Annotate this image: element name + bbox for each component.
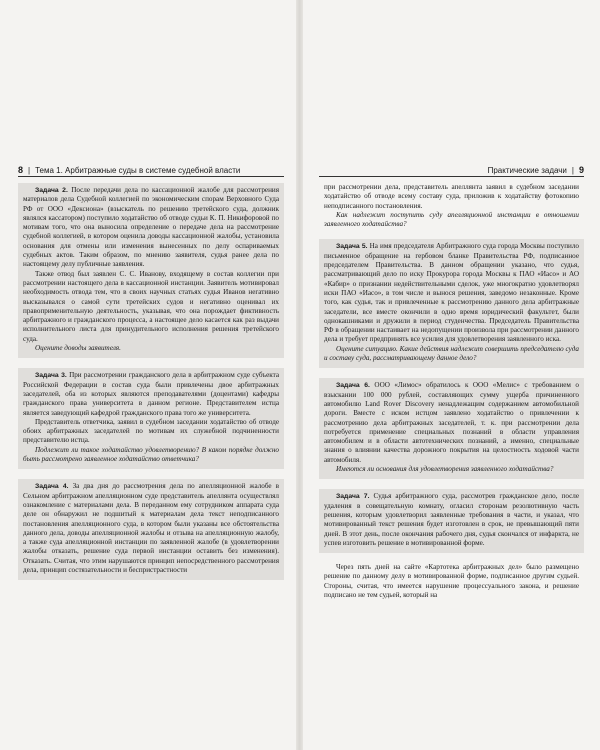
right-page xyxy=(303,0,600,750)
task-3-text-1: При рассмотрении гражданского дела в арбитражном суде субъекта Российской Федерации в состав суда были привлечены двое арбитражных заседателей, оба из которых являются преподавателями (доцентами) кафедры гражданского права университета в данном регионе. Представителем истца является заведующий кафедрой гражданского права того же университета. xyxy=(23,371,279,417)
task-6-paragraph-1 xyxy=(324,381,579,465)
book-spine xyxy=(296,0,303,750)
task-7-block xyxy=(319,489,584,553)
task-4-paragraph-1 xyxy=(23,482,279,575)
task-7-continuation xyxy=(319,563,584,600)
left-header-title: Тема 1. Арбитражные суды в системе судебной власти xyxy=(35,165,241,175)
task-4-continuation-text: при рассмотрении дела, представитель апеллянта заявил в судебном заседании ходатайство об отводе всему составу суда, приложив к ходатайству фотокопию неподписанного постановления. xyxy=(324,183,579,210)
task-2-paragraph-2: Также отвод был заявлен С. С. Иванову, входящему в состав коллегии при рассмотрении настоящего дела в кассационной инстанции. Заявитель мотивировал необходимость отвода тем, что в своих научных статьях судья Иванов негативно высказывался о самой сути третейских судов и негативно оценивал их правоприменительную деятельность, указывая, что она порождает фиктивность арбитражного и гражданского процесса, а настоящее дело касается как раз выдачи исполнительного листа для принудительного исполнения решения третейского суда. xyxy=(23,269,279,343)
left-page-number: 8 xyxy=(18,165,24,175)
right-page-header xyxy=(319,164,584,177)
task-5-text-1: На имя председателя Арбитражного суда города Москвы поступило письменное обращение на гербовом бланке Правительства РФ, подписанное председателем Правительства. В данном обращении указано, что судья, рассматривающий дело по иску Прокурора города Москвы к ПАО «Иасо» и АО «Кабир» о признании недействительными сделок, уже многократно удовлетворял иски ПАО «Иасо», в том числе и вынося решения, заведомо незаконные. Кроме того, как судья, так и привлеченные к рассмотрению данного дела арбитражные заседатели, все вместе окончили в одно время юридический факультет, были однокашниками и дружили в период студенчества. Председатель Правительства РФ в обращении настаивает на недопущении произвола при рассмотрении данного дела и требует предпринять все усилия для удовлетворения заявленного иска. xyxy=(324,242,579,344)
task-6-question: Имеются ли основания для удовлетворения заявленного ходатайства? xyxy=(336,465,554,474)
task-4-text-1: За два дня до рассмотрения дела по апелляционной жалобе в Сельном арбитражном апелляционном суде представитель апеллянта осуществлял ознакомление с материалами дела. В переданном ему сотрудником аппарата суда деле он обнаружил не подшитый к материалам дела текст неподписанного постановления апелляционного суда, в котором были указаны все обстоятельства данного дела, доводы апелляционной жалобы и отзыва на апелляционную жалобу, а также суда апелляционной инстанции по заявленной жалобе (в удовлетворении жалобы отказать, решение суда первой инстанции оставить без изменения). Отказать. Считая, что этим нарушаются принцип непосредственного рассмотрения дела, принцип состязательности и беспристрастности xyxy=(23,482,279,574)
task-5-label: Задача 5. xyxy=(336,243,368,251)
task-3-paragraph-1 xyxy=(23,371,279,417)
task-4-label: Задача 4. xyxy=(35,483,69,491)
right-page-number: 9 xyxy=(578,165,584,175)
header-separator: | xyxy=(28,165,31,175)
task-3-label: Задача 3. xyxy=(35,372,67,380)
task-6-label: Задача 6. xyxy=(336,382,370,390)
task-4-question: Как надлежит поступить суду апелляционной инстанции в отношении заявленного ходатайства? xyxy=(324,210,579,229)
task-2-question: Оцените доводы заявителя. xyxy=(35,344,121,353)
task-3-question: Подлежит ли такое ходатайство удовлетворению? В каком порядке должно быть рассмотрено заявленное ходатайство ответчика? xyxy=(23,445,279,464)
task-4-block xyxy=(18,479,284,580)
task-6-text-1: ООО «Лимос» обратилось к ООО «Мелис» с требованием о взыскании 100 000 рублей, составляющих сумму ущерба причиненного автомобилю Land Rover Discovery ненадлежащим содержанием автомобильной дороги. Вместе с иском истцом заявлено ходатайство о привлечении к рассмотрению дела арбитражных заседателей, т. к. при рассмотрении дела потребуется применение специальных познаний в области управления автомобилем и в области автотехнических познаний, а именно, специальные знания о влиянии качества дорожного покрытия на целостность ходовой части автомобиля. xyxy=(324,381,579,464)
left-page xyxy=(0,0,297,750)
right-header-title: Практические задачи xyxy=(487,165,567,175)
task-7-label: Задача 7. xyxy=(336,493,370,501)
task-7-text-1: Судья арбитражного суда, рассмотрев гражданское дело, после удаления в совещательную комнату, огласил сторонам резолютивную часть решения, которым удовлетворил заявленные требования в части, и указал, что мотивированный текст решения будет изготовлен в срок, не превышающий пяти дней. В этот день, после окончания рабочего дня, судья скончался от инфаркта, не успев изготовить решение в мотивированной форме. xyxy=(324,492,579,547)
task-2-label: Задача 2. xyxy=(35,187,68,194)
task-5-question: Оцените ситуацию. Какие действия надлежит совершить председателю суда и составу суда, рассматривающему данное дело? xyxy=(324,344,579,363)
task-5-paragraph-1 xyxy=(324,242,579,344)
header-separator: | xyxy=(571,165,574,175)
task-2-text-1: После передачи дела по кассационной жалобе для рассмотрения материалов дела Судебной коллегией по экономическим спорам Верховного Суда РФ от ООО «Дексиона» (взыскатель по решению третейского суда, должник являлся кассатором) поступило ходатайство об отводе судьи К. П. Никифоровой по мотивам того, что она выносила определение о передаче дела на рассмотрение судебной коллегией, в котором оценила доводы кассационной жалобы, установила основания для отмены или изменения вынесенных по делу оспариваемых судебных актов. Таким образом, по мнению заявителя, судья ранее дела по настоящему делу публичные заявления. xyxy=(23,186,279,269)
task-7-paragraph-2: Через пять дней на сайте «Картотека арбитражных дел» было размещено решение по данному делу в мотивированной форме, подписанное другим судьей. Стороны, считая, что имеется нарушение процессуального закона, и решение подписано не тем судьей, который на xyxy=(324,563,579,599)
task-6-block xyxy=(319,378,584,479)
task-2-paragraph-1 xyxy=(23,186,279,270)
task-4-continuation xyxy=(319,183,584,229)
task-5-block xyxy=(319,239,584,368)
task-7-paragraph-1 xyxy=(324,492,579,548)
task-3-paragraph-2: Представитель ответчика, заявил в судебном заседании ходатайство об отводе обоих арбитражных заседателей по мотивам их служебной подчиненности представителю истца. xyxy=(23,417,279,445)
task-3-block xyxy=(18,368,284,469)
left-page-header xyxy=(18,164,284,177)
task-2-block xyxy=(18,183,284,358)
